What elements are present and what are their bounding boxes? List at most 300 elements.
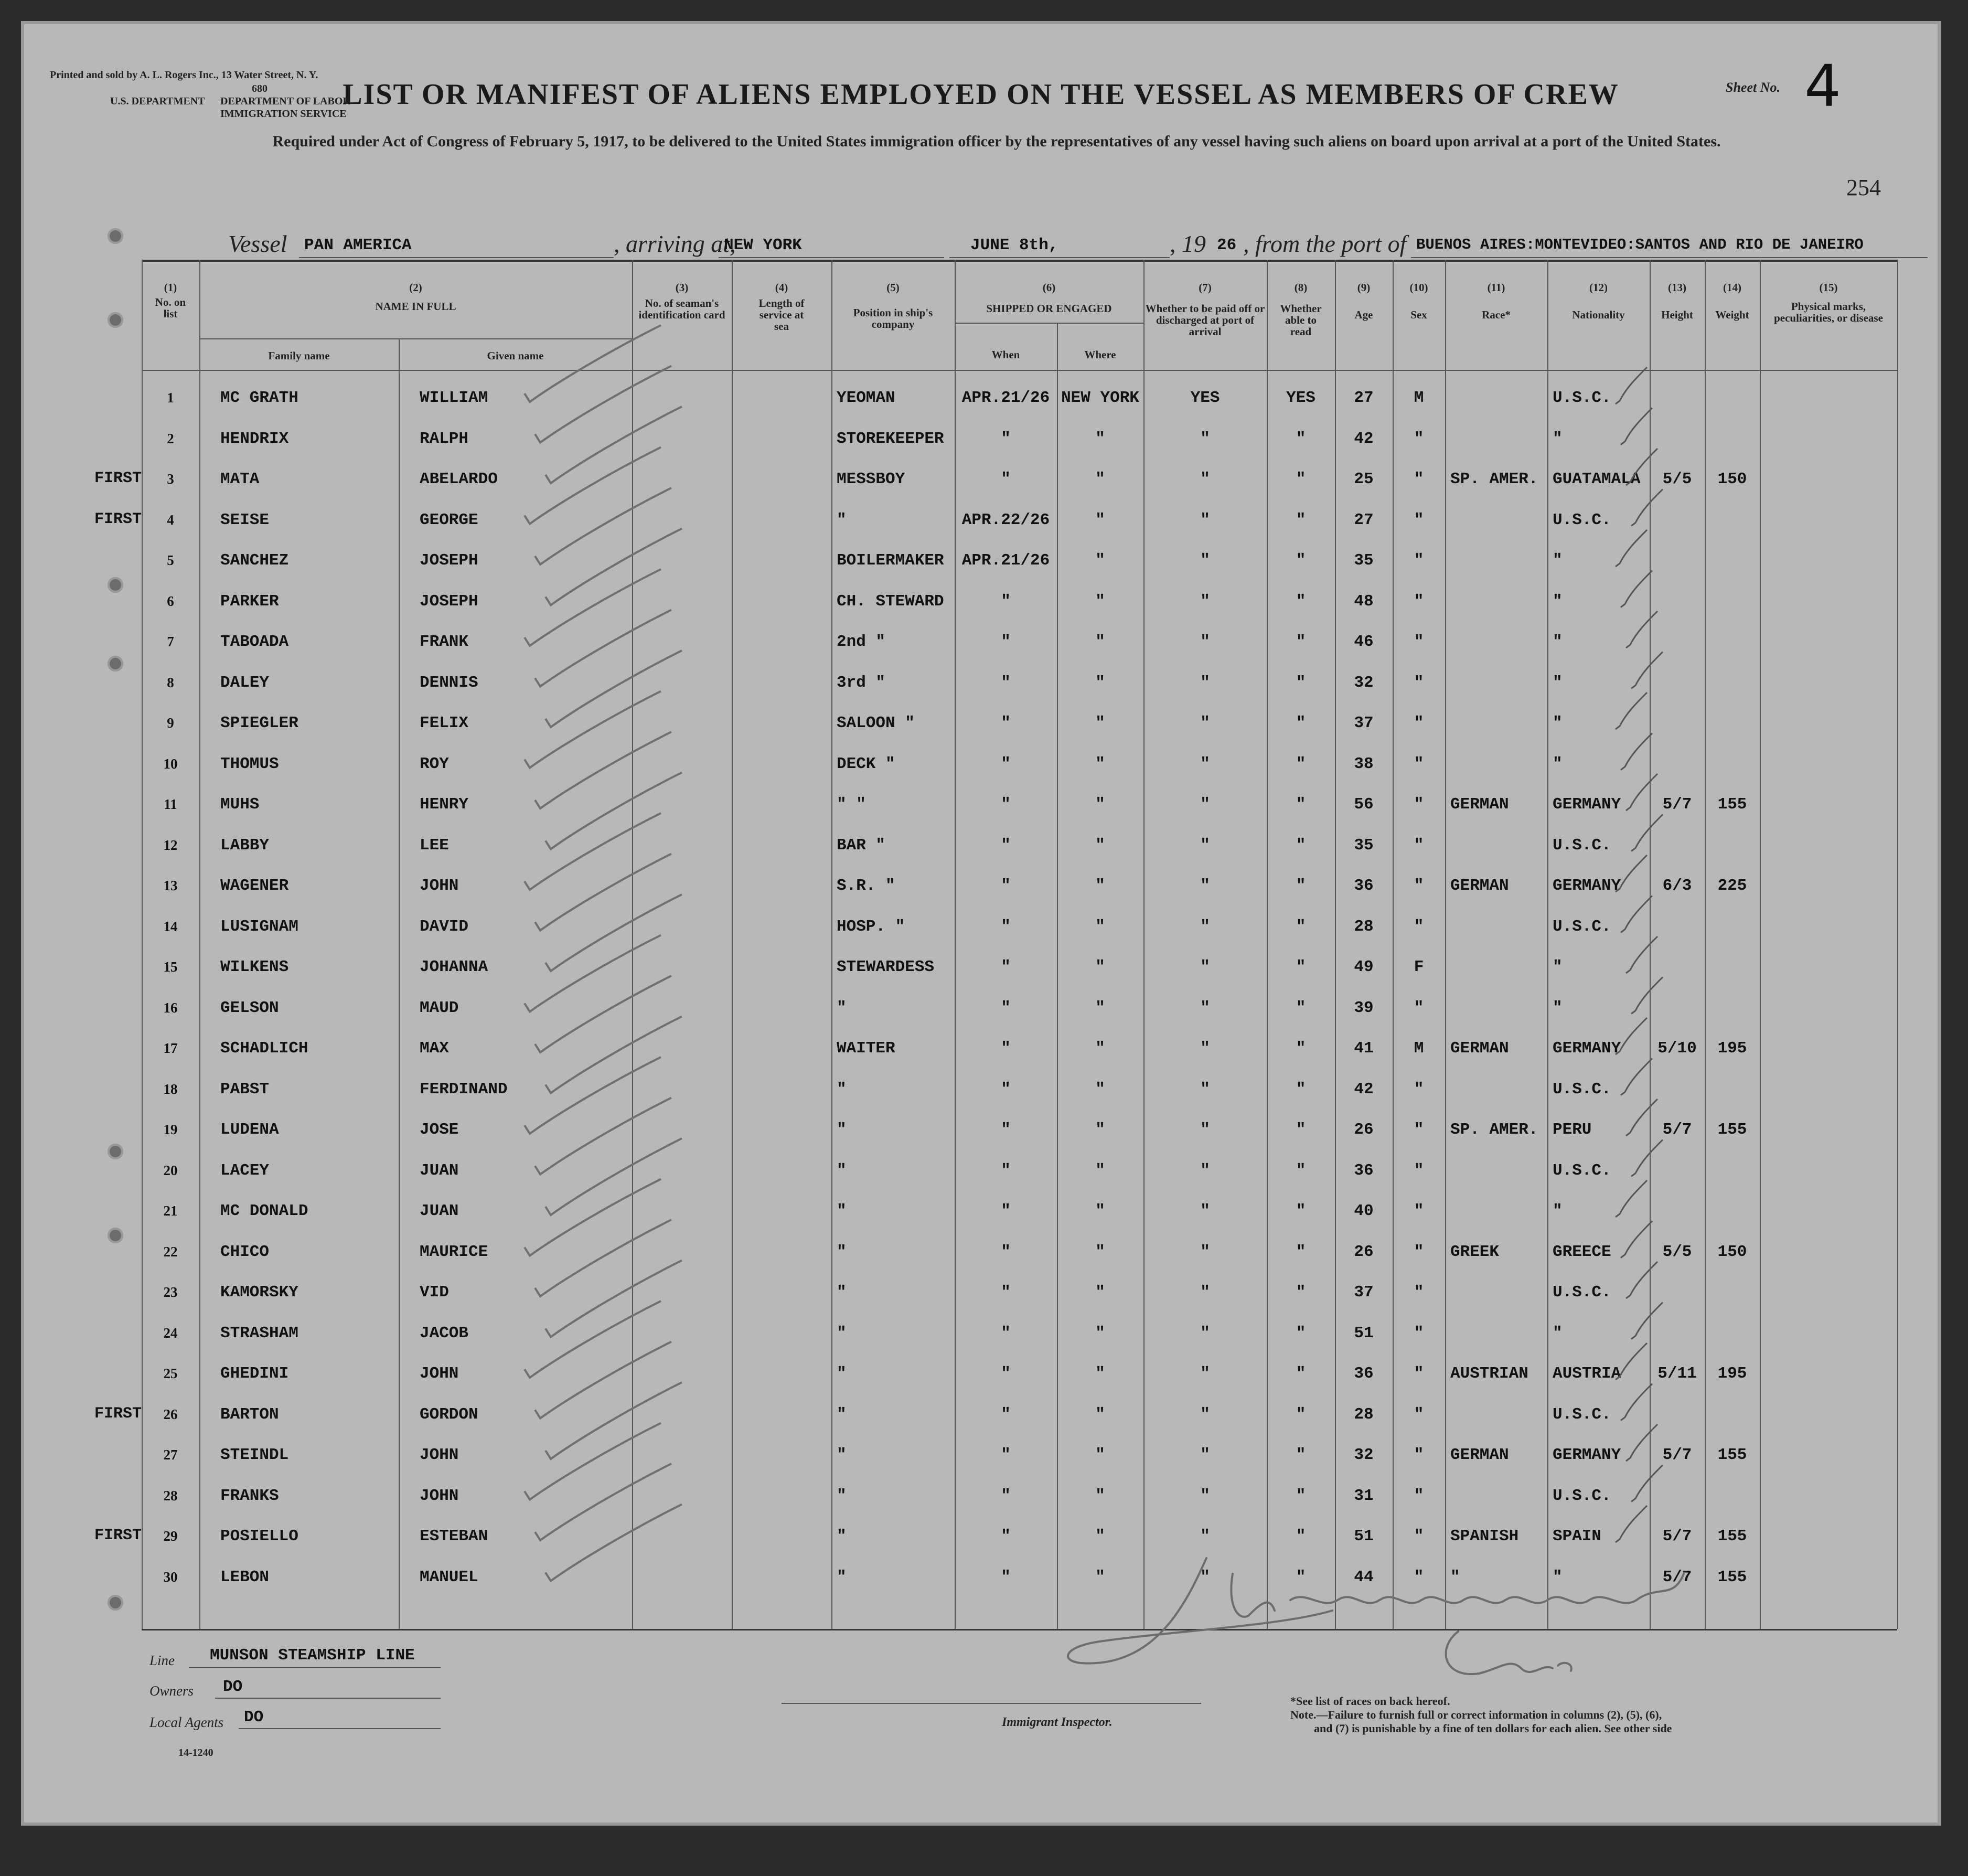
inspector-signature — [1060, 1542, 1794, 1731]
cell-when: " — [1001, 754, 1011, 773]
cell-where: " — [1095, 1527, 1105, 1545]
vessel-label: Vessel — [228, 230, 287, 257]
cell-age: 37 — [1354, 714, 1374, 732]
cell-when: " — [1001, 877, 1011, 895]
cell-sex: " — [1414, 917, 1424, 936]
cell-read: " — [1296, 1242, 1306, 1261]
cell-given: DAVID — [420, 917, 469, 936]
cell-where: " — [1095, 510, 1105, 529]
cell-read: " — [1296, 1365, 1306, 1383]
cell-when: " — [1001, 592, 1011, 611]
from-port: BUENOS AIRES:MONTEVIDEO:SANTOS AND RIO DE JANEIRO — [1416, 236, 1864, 253]
department: DEPARTMENT OF LABOR — [220, 95, 350, 107]
cell-read: " — [1296, 714, 1306, 732]
cell-age: 36 — [1354, 877, 1374, 895]
cell-sex: " — [1414, 1365, 1424, 1383]
cell-sex: F — [1414, 958, 1424, 976]
cell-age: 26 — [1354, 1242, 1374, 1261]
cell-nationality: U.S.C. — [1553, 917, 1611, 936]
cell-position: " — [837, 1446, 847, 1464]
cell-height: 5/7 — [1662, 1446, 1692, 1464]
when-header: When — [991, 348, 1020, 361]
cell-given: VID — [420, 1283, 449, 1302]
cell-nationality: GREECE — [1553, 1242, 1611, 1261]
cell-read: " — [1296, 592, 1306, 611]
cell-given: JOSEPH — [420, 551, 478, 570]
cell-paid: " — [1200, 795, 1210, 814]
margin-note-first: FIRST — [94, 510, 142, 528]
cell-family: CHICO — [220, 1242, 270, 1261]
cell-nationality: U.S.C. — [1553, 836, 1611, 855]
cell-paid: " — [1200, 551, 1210, 570]
cell-position: " — [837, 1405, 847, 1424]
cell-sex: " — [1414, 1324, 1424, 1342]
cell-family: GELSON — [220, 998, 279, 1017]
cell-where: " — [1095, 429, 1105, 448]
form-number: 680 — [252, 83, 268, 94]
cell-position: SALOON " — [837, 714, 915, 732]
cell-paid: " — [1200, 1486, 1210, 1505]
cell-race: GERMAN — [1450, 1039, 1509, 1058]
cell-no: 5 — [167, 552, 174, 568]
arriving-port: NEW YORK — [724, 236, 802, 254]
cell-age: 44 — [1354, 1568, 1374, 1586]
cell-nationality: " — [1553, 551, 1563, 570]
cell-family: MATA — [220, 470, 260, 488]
cell-position: MESSBOY — [837, 470, 905, 488]
cell-paid: " — [1200, 917, 1210, 936]
cell-nationality: U.S.C. — [1553, 1405, 1611, 1424]
cell-sex: " — [1414, 1202, 1424, 1220]
cell-sex: " — [1414, 754, 1424, 773]
cell-when: " — [1001, 917, 1011, 936]
cell-family: BARTON — [220, 1405, 279, 1424]
cell-read: " — [1296, 1527, 1306, 1545]
cell-no: 14 — [163, 918, 178, 934]
cell-where: " — [1095, 1486, 1105, 1505]
cell-given: FRANK — [420, 633, 469, 651]
cell-given: JOHN — [420, 1365, 459, 1383]
cell-nationality: " — [1553, 958, 1563, 976]
cell-age: 39 — [1354, 998, 1374, 1017]
cell-height: 5/10 — [1657, 1039, 1697, 1058]
cell-race: GERMAN — [1450, 1446, 1509, 1464]
cell-no: 23 — [163, 1284, 178, 1300]
cell-where: NEW YORK — [1061, 389, 1139, 407]
cell-family: KAMORSKY — [220, 1283, 298, 1302]
cell-family: MC GRATH — [220, 389, 298, 407]
cell-where: " — [1095, 795, 1105, 814]
manifest-sheet — [21, 21, 1941, 1826]
cell-when: " — [1001, 1486, 1011, 1505]
cell-when: " — [1001, 429, 1011, 448]
cell-given: JOSEPH — [420, 592, 478, 611]
cell-when: " — [1001, 470, 1011, 488]
cell-read: " — [1296, 1486, 1306, 1505]
cell-age: 26 — [1354, 1121, 1374, 1139]
cell-race: AUSTRIAN — [1450, 1365, 1528, 1383]
cell-when: " — [1001, 958, 1011, 976]
punch-hole — [108, 1595, 123, 1611]
cell-given: DENNIS — [420, 673, 478, 692]
cell-no: 6 — [167, 593, 174, 609]
cell-position: CH. STEWARD — [837, 592, 944, 611]
crew-table — [142, 260, 1897, 1629]
cell-given: MAURICE — [420, 1242, 488, 1261]
cell-position: HOSP. " — [837, 917, 905, 936]
cell-read: " — [1296, 754, 1306, 773]
line-label: Line — [149, 1653, 175, 1668]
cell-sex: " — [1414, 510, 1424, 529]
cell-family: MUHS — [220, 795, 260, 814]
dept-us: U.S. DEPARTMENT — [110, 95, 205, 107]
cell-when: " — [1001, 714, 1011, 732]
cell-sex: " — [1414, 551, 1424, 570]
cell-height: 5/7 — [1662, 1568, 1692, 1586]
cell-where: " — [1095, 836, 1105, 855]
cell-read: " — [1296, 551, 1306, 570]
cell-where: " — [1095, 1446, 1105, 1464]
cell-paid: " — [1200, 877, 1210, 895]
cell-height: 5/5 — [1662, 1242, 1692, 1261]
cell-age: 38 — [1354, 754, 1374, 773]
cell-where: " — [1095, 1405, 1105, 1424]
cell-family: SANCHEZ — [220, 551, 289, 570]
cell-where: " — [1095, 551, 1105, 570]
cell-age: 32 — [1354, 673, 1374, 692]
cell-position: " — [837, 510, 847, 529]
cell-where: " — [1095, 714, 1105, 732]
cell-given: MAUD — [420, 998, 459, 1017]
cell-given: JOHANNA — [420, 958, 488, 976]
cell-when: " — [1001, 1080, 1011, 1099]
cell-sex: " — [1414, 1527, 1424, 1545]
cell-race: GREEK — [1450, 1242, 1500, 1261]
cell-given: GEORGE — [420, 510, 478, 529]
where-header: Where — [1084, 348, 1116, 361]
cell-no: 26 — [163, 1406, 178, 1422]
cell-read: " — [1296, 1039, 1306, 1058]
cell-given: JOHN — [420, 1486, 459, 1505]
cell-weight: 195 — [1717, 1039, 1747, 1058]
cell-position: STOREKEEPER — [837, 429, 944, 448]
cell-weight: 150 — [1717, 1242, 1747, 1261]
cell-when: " — [1001, 1202, 1011, 1220]
cell-weight: 150 — [1717, 470, 1747, 488]
cell-paid: " — [1200, 429, 1210, 448]
cell-paid: " — [1200, 1161, 1210, 1180]
cell-sex: " — [1414, 592, 1424, 611]
form-code: 14-1240 — [178, 1747, 213, 1758]
cell-family: SCHADLICH — [220, 1039, 308, 1058]
cell-age: 51 — [1354, 1324, 1374, 1342]
cell-where: " — [1095, 1121, 1105, 1139]
cell-read: " — [1296, 633, 1306, 651]
cell-when: APR.22/26 — [961, 510, 1050, 529]
cell-position: " — [837, 1568, 847, 1586]
cell-when: " — [1001, 1568, 1011, 1586]
cell-read: " — [1296, 917, 1306, 936]
cell-read: " — [1296, 429, 1306, 448]
sheet-number: 4 — [1804, 52, 1841, 120]
cell-height: 5/7 — [1662, 1527, 1692, 1545]
cell-given: MAX — [420, 1039, 449, 1058]
cell-position: " — [837, 1324, 847, 1342]
cell-given: JOHN — [420, 877, 459, 895]
cell-paid: " — [1200, 1242, 1210, 1261]
cell-height: 5/7 — [1662, 795, 1692, 814]
cell-age: 32 — [1354, 1446, 1374, 1464]
arriving-label: , arriving at, — [614, 230, 736, 257]
cell-where: " — [1095, 1283, 1105, 1302]
cell-when: " — [1001, 998, 1011, 1017]
cell-age: 35 — [1354, 551, 1374, 570]
cell-weight: 155 — [1717, 1568, 1747, 1586]
cell-given: JUAN — [420, 1202, 459, 1220]
cell-age: 51 — [1354, 1527, 1374, 1545]
cell-read: " — [1296, 470, 1306, 488]
cell-sex: " — [1414, 795, 1424, 814]
cell-age: 42 — [1354, 1080, 1374, 1099]
cell-given: JUAN — [420, 1161, 459, 1180]
col-3-header: (3) No. of seaman's identification card — [638, 281, 725, 321]
cell-when: " — [1001, 633, 1011, 651]
col-8-header: (8) Whether able to read — [1280, 281, 1322, 338]
cell-race: SP. AMER. — [1450, 470, 1538, 488]
cell-age: 37 — [1354, 1283, 1374, 1302]
cell-nationality: SPAIN — [1553, 1527, 1602, 1545]
cell-age: 46 — [1354, 633, 1374, 651]
page-title: LIST OR MANIFEST OF ALIENS EMPLOYED ON THE VESSEL AS MEMBERS OF CREW — [343, 78, 1619, 111]
cell-position: " — [837, 1365, 847, 1383]
cell-given: JACOB — [420, 1324, 469, 1342]
cell-given: LEE — [420, 836, 449, 855]
punch-hole — [108, 577, 123, 593]
cell-age: 35 — [1354, 836, 1374, 855]
cell-read: " — [1296, 877, 1306, 895]
cell-race: SPANISH — [1450, 1527, 1519, 1545]
cell-position: S.R. " — [837, 877, 895, 895]
cell-nationality: " — [1553, 1324, 1563, 1342]
cell-age: 49 — [1354, 958, 1374, 976]
cell-where: " — [1095, 958, 1105, 976]
cell-family: DALEY — [220, 673, 270, 692]
cell-nationality: U.S.C. — [1553, 1080, 1611, 1099]
fine-note-2: and (7) is punishable by a fine of ten dollars for each alien. See other side — [1314, 1722, 1672, 1735]
cell-age: 27 — [1354, 389, 1374, 407]
cell-nationality: " — [1553, 1568, 1563, 1586]
cell-where: " — [1095, 754, 1105, 773]
cell-family: MC DONALD — [220, 1202, 308, 1220]
cell-no: 9 — [167, 715, 174, 731]
cell-no: 7 — [167, 634, 174, 649]
cell-sex: " — [1414, 429, 1424, 448]
cell-given: WILLIAM — [420, 389, 488, 407]
from-label: , from the port of — [1243, 230, 1407, 257]
cell-sex: " — [1414, 998, 1424, 1017]
page-subtitle: Required under Act of Congress of February 5, 1917, to be delivered to the United States immigration officer by the representatives of any vessel having such aliens on board upon arrival at a port of the United States. — [272, 133, 1721, 150]
cell-paid: " — [1200, 1202, 1210, 1220]
cell-sex: " — [1414, 1161, 1424, 1180]
cell-where: " — [1095, 592, 1105, 611]
cell-age: 28 — [1354, 917, 1374, 936]
col-15-header: (15) Physical marks, peculiarities, or disease — [1774, 281, 1883, 324]
cell-family: FRANKS — [220, 1486, 279, 1505]
cell-where: " — [1095, 1568, 1105, 1586]
inspector-label: Immigrant Inspector. — [1002, 1715, 1113, 1729]
cell-given: JOSE — [420, 1121, 459, 1139]
cell-family: LUDENA — [220, 1121, 279, 1139]
col-14-header: (14) Weight — [1715, 281, 1749, 321]
cell-weight: 155 — [1717, 1446, 1747, 1464]
cell-paid: " — [1200, 1121, 1210, 1139]
cell-position: BOILERMAKER — [837, 551, 944, 570]
cell-read: " — [1296, 1202, 1306, 1220]
cell-no: 4 — [167, 511, 174, 528]
cell-no: 16 — [163, 999, 178, 1016]
cell-family: LACEY — [220, 1161, 270, 1180]
cell-paid: " — [1200, 1039, 1210, 1058]
cell-paid: " — [1200, 1080, 1210, 1099]
cell-position: 3rd " — [837, 673, 886, 692]
cell-read: " — [1296, 673, 1306, 692]
cell-no: 20 — [163, 1162, 178, 1178]
cell-family: SPIEGLER — [220, 714, 298, 732]
cell-when: " — [1001, 1242, 1011, 1261]
cell-no: 11 — [164, 796, 177, 812]
cell-given: FERDINAND — [420, 1080, 508, 1099]
family-name-header: Family name — [268, 349, 330, 362]
cell-age: 36 — [1354, 1161, 1374, 1180]
cell-no: 12 — [163, 837, 178, 853]
cell-paid: " — [1200, 1446, 1210, 1464]
cell-nationality: " — [1553, 592, 1563, 611]
cell-nationality: U.S.C. — [1553, 1283, 1611, 1302]
arrival-year: 26 — [1217, 236, 1237, 254]
fine-note-1: Note.—Failure to furnish full or correct information in columns (2), (5), (6), — [1290, 1708, 1662, 1721]
cell-family: TABOADA — [220, 633, 289, 651]
cell-position: BAR " — [837, 836, 886, 855]
cell-family: THOMUS — [220, 754, 279, 773]
cell-age: 36 — [1354, 1365, 1374, 1383]
cell-nationality: GERMANY — [1553, 877, 1621, 895]
cell-nationality: " — [1553, 754, 1563, 773]
cell-when: " — [1001, 673, 1011, 692]
cell-no: 24 — [163, 1325, 178, 1341]
col-10-header: (10) Sex — [1409, 281, 1428, 321]
punch-hole — [108, 312, 123, 328]
cell-sex: " — [1414, 877, 1424, 895]
cell-age: 31 — [1354, 1486, 1374, 1505]
cell-weight: 195 — [1717, 1365, 1747, 1383]
cell-sex: M — [1414, 389, 1424, 407]
cell-where: " — [1095, 633, 1105, 651]
cell-height: 5/7 — [1662, 1121, 1692, 1139]
cell-sex: " — [1414, 1283, 1424, 1302]
cell-nationality: U.S.C. — [1553, 1161, 1611, 1180]
cell-position: WAITER — [837, 1039, 895, 1058]
cell-position: 2nd " — [837, 633, 886, 651]
col-9-header: (9) Age — [1354, 281, 1373, 321]
cell-race: GERMAN — [1450, 795, 1509, 814]
cell-no: 2 — [167, 430, 174, 446]
cell-position: DECK " — [837, 754, 895, 773]
cell-where: " — [1095, 470, 1105, 488]
cell-where: " — [1095, 1161, 1105, 1180]
col-4-header: (4) Length of service at sea — [758, 281, 805, 333]
cell-position: " — [837, 998, 847, 1017]
cell-read: " — [1296, 1283, 1306, 1302]
cell-given: JOHN — [420, 1446, 459, 1464]
agents-label: Local Agents — [149, 1714, 224, 1730]
cell-paid: " — [1200, 1527, 1210, 1545]
cell-position: " — [837, 1527, 847, 1545]
cell-where: " — [1095, 998, 1105, 1017]
line-value: MUNSON STEAMSHIP LINE — [210, 1646, 415, 1665]
cell-sex: " — [1414, 1121, 1424, 1139]
cell-no: 13 — [163, 878, 178, 893]
cell-nationality: " — [1553, 714, 1563, 732]
cell-position: " " — [837, 795, 866, 814]
punch-hole — [108, 228, 123, 244]
cell-race: " — [1450, 1568, 1460, 1586]
cell-paid: " — [1200, 958, 1210, 976]
cell-where: " — [1095, 1242, 1105, 1261]
cell-when: " — [1001, 836, 1011, 855]
cell-sex: " — [1414, 1405, 1424, 1424]
cell-given: ESTEBAN — [420, 1527, 488, 1545]
punch-hole — [108, 1228, 123, 1243]
cell-age: 25 — [1354, 470, 1374, 488]
cell-paid: " — [1200, 1405, 1210, 1424]
cell-paid: " — [1200, 633, 1210, 651]
cell-paid: " — [1200, 1283, 1210, 1302]
page-number: 254 — [1846, 175, 1881, 200]
printer-line: Printed and sold by A. L. Rogers Inc., 13 Water Street, N. Y. — [50, 69, 318, 81]
vessel-name: PAN AMERICA — [304, 236, 412, 254]
cell-family: WILKENS — [220, 958, 289, 976]
cell-nationality: GUATAMALA — [1553, 470, 1641, 488]
cell-family: PABST — [220, 1080, 270, 1099]
cell-position: " — [837, 1161, 847, 1180]
cell-read: " — [1296, 1161, 1306, 1180]
column-divider — [1897, 260, 1898, 1629]
cell-nationality: U.S.C. — [1553, 510, 1611, 529]
cell-given: ROY — [420, 754, 449, 773]
cell-position: " — [837, 1242, 847, 1261]
cell-family: LABBY — [220, 836, 270, 855]
cell-position: " — [837, 1486, 847, 1505]
cell-position: STEWARDESS — [837, 958, 935, 976]
owners-value: DO — [223, 1678, 243, 1696]
cell-nationality: U.S.C. — [1553, 389, 1611, 407]
cell-where: " — [1095, 1039, 1105, 1058]
cell-nationality: PERU — [1553, 1121, 1592, 1139]
cell-given: FELIX — [420, 714, 469, 732]
cell-sex: M — [1414, 1039, 1424, 1058]
cell-where: " — [1095, 1365, 1105, 1383]
cell-read: " — [1296, 1121, 1306, 1139]
cell-when: " — [1001, 1283, 1011, 1302]
cell-when: " — [1001, 1324, 1011, 1342]
cell-sex: " — [1414, 633, 1424, 651]
cell-no: 19 — [163, 1122, 178, 1137]
cell-family: LEBON — [220, 1568, 270, 1586]
cell-weight: 155 — [1717, 1527, 1747, 1545]
cell-where: " — [1095, 1080, 1105, 1099]
cell-family: HENDRIX — [220, 429, 289, 448]
cell-when: " — [1001, 1405, 1011, 1424]
